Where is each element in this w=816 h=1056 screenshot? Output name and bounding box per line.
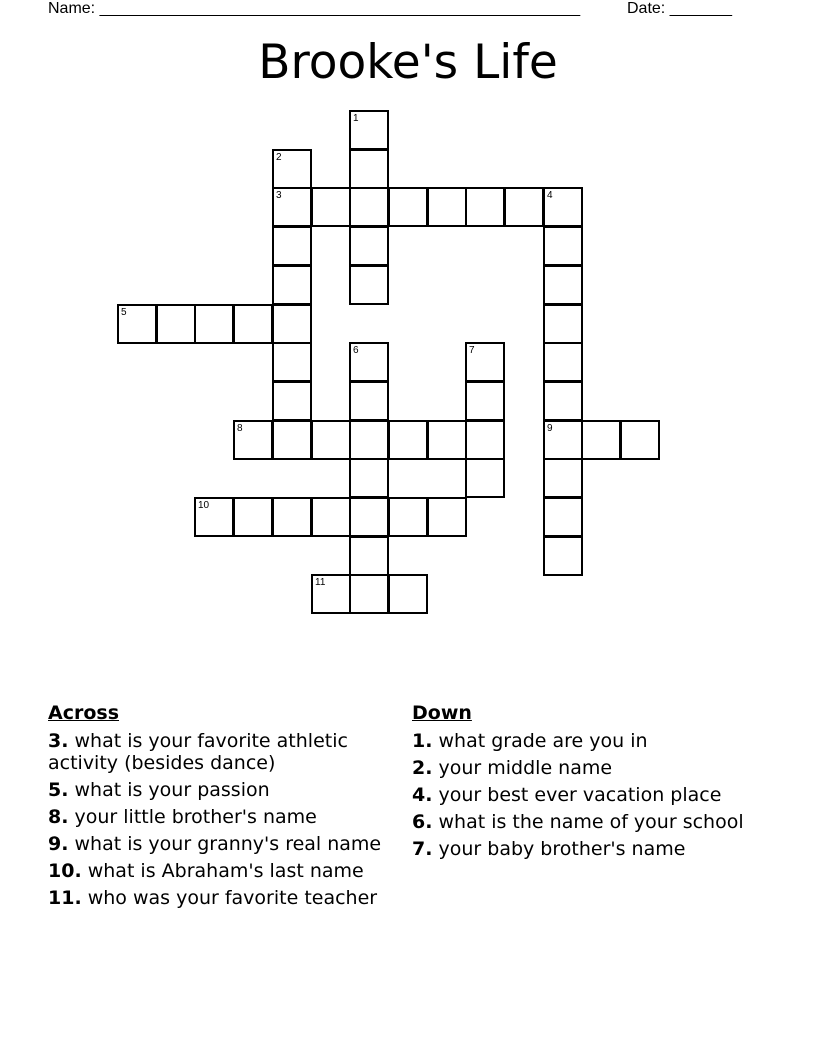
grid-cell[interactable]: [194, 497, 234, 537]
grid-cell[interactable]: [233, 420, 273, 460]
down-clues: [412, 702, 757, 865]
grid-cell[interactable]: [311, 187, 351, 227]
grid-cell[interactable]: [388, 574, 428, 614]
down-clue: [412, 757, 757, 779]
cell-number: 9: [547, 423, 553, 434]
grid-cell[interactable]: [272, 226, 312, 266]
grid-cell[interactable]: [465, 187, 505, 227]
clue-text: what is your favorite athletic activity (besides dance): [48, 730, 348, 774]
grid-cell[interactable]: [194, 304, 234, 344]
down-clue: [412, 811, 757, 833]
grid-cell[interactable]: [156, 304, 196, 344]
grid-cell[interactable]: [349, 149, 389, 189]
clue-number: 5.: [48, 779, 69, 801]
cell-number: 6: [353, 345, 359, 356]
clue-text: your best ever vacation place: [438, 784, 722, 806]
grid-cell[interactable]: [465, 420, 505, 460]
grid-cell[interactable]: [349, 342, 389, 382]
grid-cell[interactable]: [427, 187, 467, 227]
across-clue: [48, 887, 393, 909]
cell-number: 7: [469, 345, 475, 356]
grid-cell[interactable]: [543, 497, 583, 537]
grid-cell[interactable]: [388, 420, 428, 460]
down-clue: [412, 784, 757, 806]
grid-cell[interactable]: [427, 497, 467, 537]
grid-cell[interactable]: [349, 226, 389, 266]
grid-cell[interactable]: [543, 187, 583, 227]
across-clue: [48, 779, 393, 801]
clue-number: 11.: [48, 887, 82, 909]
grid-cell[interactable]: [272, 497, 312, 537]
across-clues: [48, 702, 393, 914]
clue-text: your little brother's name: [74, 806, 317, 828]
cell-number: 10: [198, 500, 210, 511]
cell-number: 8: [237, 423, 243, 434]
grid-cell[interactable]: [349, 497, 389, 537]
grid-cell[interactable]: [233, 304, 273, 344]
clue-text: what is the name of your school: [438, 811, 744, 833]
grid-cell[interactable]: [272, 420, 312, 460]
cell-number: 4: [547, 190, 553, 201]
down-clue: [412, 838, 757, 860]
grid-cell[interactable]: [272, 304, 312, 344]
grid-cell[interactable]: [465, 342, 505, 382]
clue-number: 7.: [412, 838, 433, 860]
across-clue: [48, 730, 393, 774]
clue-text: what is Abraham's last name: [87, 860, 364, 882]
clue-number: 1.: [412, 730, 433, 752]
grid-cell[interactable]: [388, 187, 428, 227]
cell-number: 2: [276, 152, 282, 163]
cell-number: 5: [121, 307, 127, 318]
grid-cell[interactable]: [543, 265, 583, 305]
clue-text: who was your favorite teacher: [87, 887, 378, 909]
grid-cell[interactable]: [465, 458, 505, 498]
grid-cell[interactable]: [311, 574, 351, 614]
grid-cell[interactable]: [349, 574, 389, 614]
name-field-label: Name: ______________________________________________________: [48, 0, 581, 17]
grid-cell[interactable]: [233, 497, 273, 537]
clue-number: 4.: [412, 784, 433, 806]
clue-number: 8.: [48, 806, 69, 828]
grid-cell[interactable]: [543, 536, 583, 576]
grid-cell[interactable]: [311, 420, 351, 460]
grid-cell[interactable]: [543, 458, 583, 498]
grid-cell[interactable]: [272, 187, 312, 227]
down-heading: Down: [412, 702, 472, 724]
clue-number: 10.: [48, 860, 82, 882]
grid-cell[interactable]: [543, 226, 583, 266]
across-clue: [48, 806, 393, 828]
clue-text: your middle name: [438, 757, 613, 779]
grid-cell[interactable]: [581, 420, 621, 460]
date-field-label: Date: _______: [627, 0, 732, 17]
grid-cell[interactable]: [349, 536, 389, 576]
clue-text: what grade are you in: [438, 730, 648, 752]
grid-cell[interactable]: [543, 342, 583, 382]
grid-cell[interactable]: [349, 420, 389, 460]
across-heading: Across: [48, 702, 120, 724]
cell-number: 3: [276, 190, 282, 201]
grid-cell[interactable]: [272, 381, 312, 421]
grid-cell[interactable]: [272, 149, 312, 189]
cell-number: 11: [315, 577, 326, 588]
clue-text: what is your granny's real name: [74, 833, 382, 855]
puzzle-title: Brooke's Life: [258, 35, 558, 90]
grid-cell[interactable]: [543, 304, 583, 344]
grid-cell[interactable]: [117, 304, 157, 344]
grid-cell[interactable]: [504, 187, 544, 227]
grid-cell[interactable]: [620, 420, 660, 460]
grid-cell[interactable]: [349, 110, 389, 150]
cell-number: 1: [353, 113, 359, 124]
grid-cell[interactable]: [349, 265, 389, 305]
grid-cell[interactable]: [388, 497, 428, 537]
clue-number: 2.: [412, 757, 433, 779]
clue-text: what is your passion: [74, 779, 270, 801]
clue-number: 3.: [48, 730, 69, 752]
grid-cell[interactable]: [427, 420, 467, 460]
grid-cell[interactable]: [349, 187, 389, 227]
grid-cell[interactable]: [349, 458, 389, 498]
grid-cell[interactable]: [272, 342, 312, 382]
grid-cell[interactable]: [311, 497, 351, 537]
grid-cell[interactable]: [543, 420, 583, 460]
grid-cell[interactable]: [465, 381, 505, 421]
across-clue: [48, 833, 393, 855]
grid-cell[interactable]: [349, 381, 389, 421]
down-clue: [412, 730, 757, 752]
grid-cell[interactable]: [272, 265, 312, 305]
grid-cell[interactable]: [543, 381, 583, 421]
across-clue: [48, 860, 393, 882]
clue-number: 6.: [412, 811, 433, 833]
clue-number: 9.: [48, 833, 69, 855]
clue-text: your baby brother's name: [438, 838, 686, 860]
